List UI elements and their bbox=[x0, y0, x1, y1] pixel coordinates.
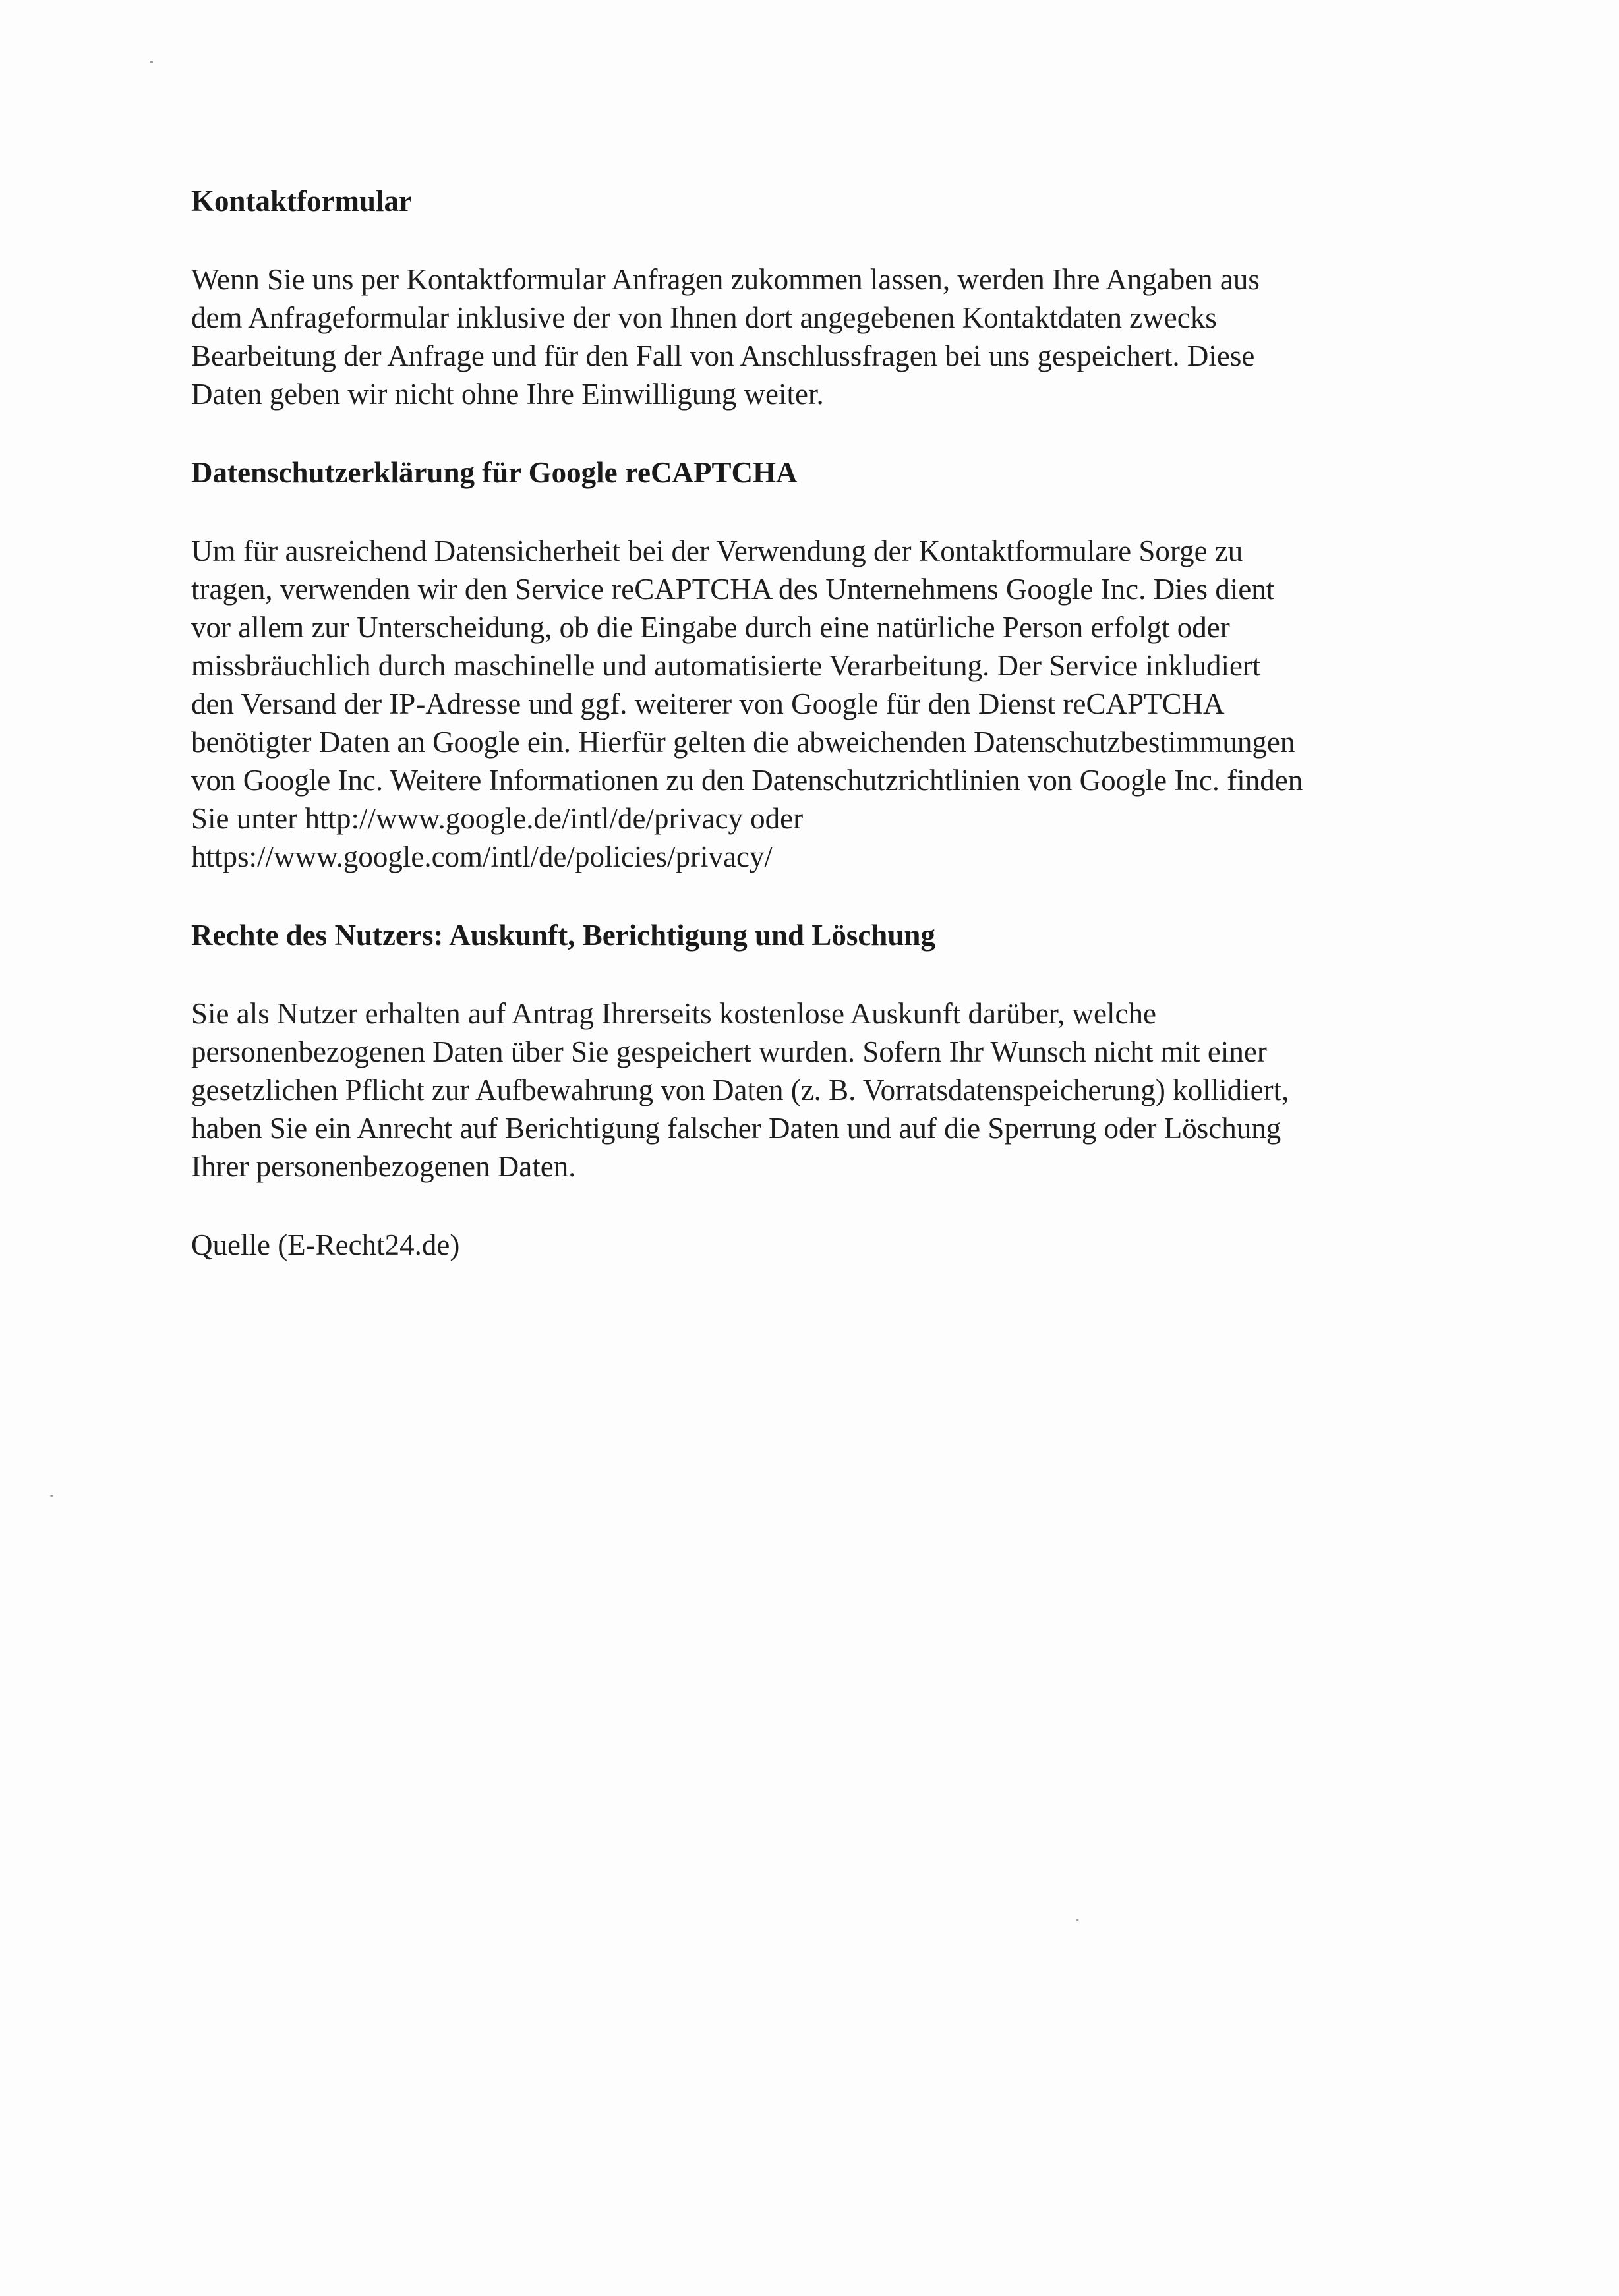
section-kontaktformular bbox=[191, 182, 1477, 413]
scan-speck bbox=[1076, 1919, 1079, 1921]
section-nutzerrechte bbox=[191, 916, 1477, 1186]
text-line: benötigter Daten an Google ein. Hierfür gelten die abweichenden Datenschutzbestimmungen bbox=[191, 726, 1295, 759]
scan-speck bbox=[150, 61, 153, 63]
text-line: Sie als Nutzer erhalten auf Antrag Ihrerseits kostenlose Auskunft darüber, welche bbox=[191, 997, 1156, 1030]
text-line: gesetzlichen Pflicht zur Aufbewahrung von Daten (z. B. Vorratsdatenspeicherung) kollidiert, bbox=[191, 1074, 1289, 1106]
text-line: Ihrer personenbezogenen Daten. bbox=[191, 1150, 576, 1183]
section-recaptcha bbox=[191, 453, 1477, 876]
section-paragraph bbox=[191, 260, 1477, 413]
text-line: missbräuchlich durch maschinelle und automatisierte Verarbeitung. Der Service inkludiert bbox=[191, 649, 1261, 682]
section-heading: Rechte des Nutzers: Auskunft, Berichtigung und Löschung bbox=[191, 919, 935, 952]
text-line: Um für ausreichend Datensicherheit bei der Verwendung der Kontaktformulare Sorge zu bbox=[191, 534, 1243, 567]
text-line: haben Sie ein Anrecht auf Berichtigung falscher Daten und auf die Sperrung oder Löschung bbox=[191, 1112, 1281, 1145]
text-line: Bearbeitung der Anfrage und für den Fall von Anschlussfragen bei uns gespeichert. Diese bbox=[191, 339, 1255, 372]
text-line: Sie unter http://www.google.de/intl/de/privacy oder bbox=[191, 802, 804, 835]
text-line: Wenn Sie uns per Kontaktformular Anfragen zukommen lassen, werden Ihre Angaben aus bbox=[191, 263, 1260, 296]
section-paragraph bbox=[191, 994, 1477, 1186]
source-citation: Quelle (E-Recht24.de) bbox=[191, 1228, 460, 1261]
section-paragraph bbox=[191, 532, 1477, 876]
text-line: dem Anfrageformular inklusive der von Ihnen dort angegebenen Kontaktdaten zwecks bbox=[191, 301, 1217, 334]
scan-speck bbox=[50, 1495, 53, 1497]
text-line: https://www.google.com/intl/de/policies/privacy/ bbox=[191, 840, 773, 873]
section-heading: Datenschutzerklärung für Google reCAPTCHA bbox=[191, 456, 798, 489]
text-line: Daten geben wir nicht ohne Ihre Einwilligung weiter. bbox=[191, 378, 824, 411]
text-line: von Google Inc. Weitere Informationen zu den Datenschutzrichtlinien von Google Inc. finden bbox=[191, 764, 1303, 797]
document-body bbox=[191, 182, 1477, 1264]
text-line: tragen, verwenden wir den Service reCAPTCHA des Unternehmens Google Inc. Dies dient bbox=[191, 573, 1275, 606]
text-line: vor allem zur Unterscheidung, ob die Eingabe durch eine natürliche Person erfolgt oder bbox=[191, 611, 1230, 644]
section-heading: Kontaktformular bbox=[191, 185, 412, 217]
text-line: den Versand der IP-Adresse und ggf. weiterer von Google für den Dienst reCAPTCHA bbox=[191, 687, 1225, 720]
text-line: personenbezogenen Daten über Sie gespeichert wurden. Sofern Ihr Wunsch nicht mit einer bbox=[191, 1035, 1267, 1068]
